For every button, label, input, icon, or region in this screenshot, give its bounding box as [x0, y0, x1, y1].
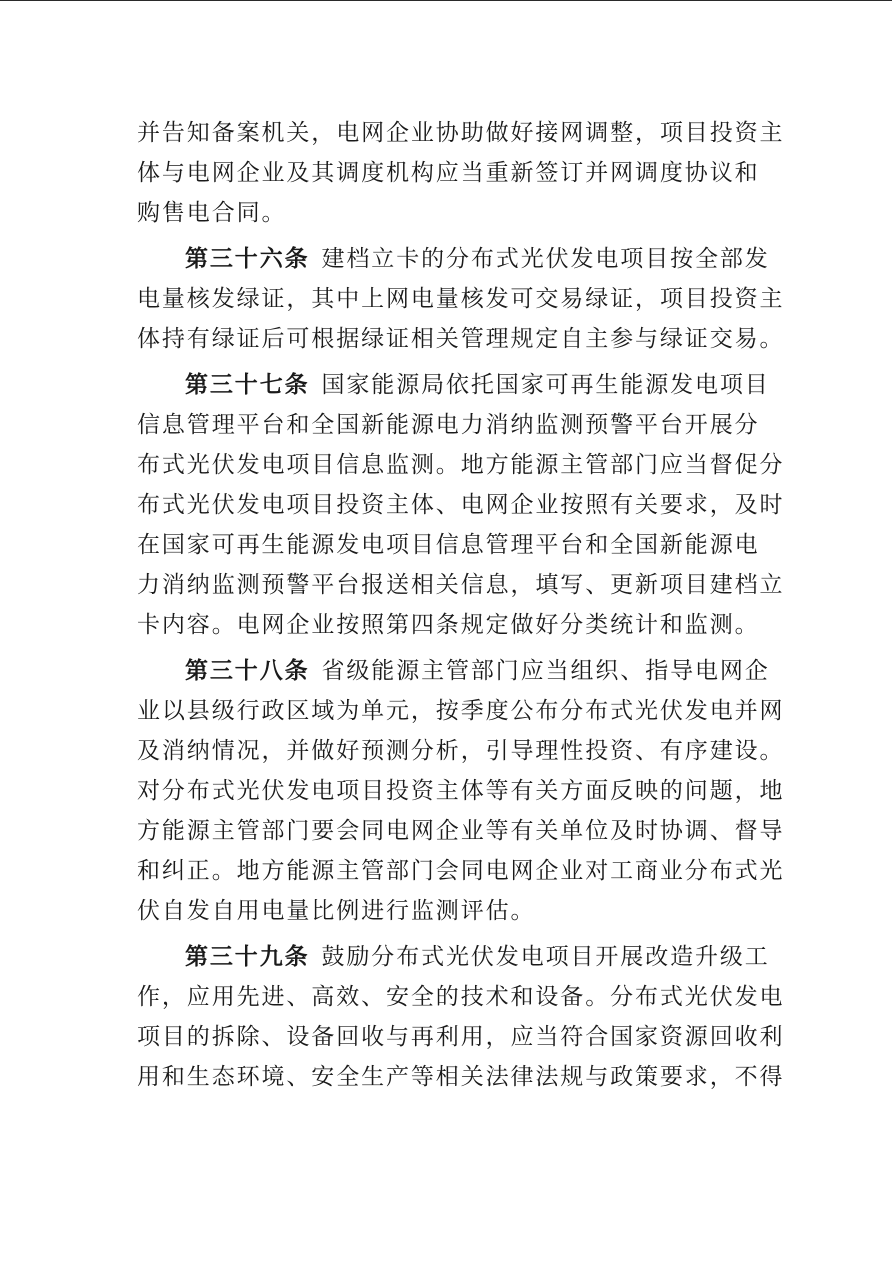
article-first-line	[137, 937, 770, 977]
text-line: 和纠正。地方能源主管部门会同电网企业对工商业分布式光	[137, 858, 785, 884]
text-line: 电量核发绿证，其中上网电量核发可交易绿证，项目投资主	[137, 286, 785, 312]
text-run: 鼓励分布式光伏发电项目开展改造升级工	[321, 944, 770, 970]
text-run: 省级能源主管部门应当组织、指导电网企	[321, 658, 770, 684]
paragraph-continuation	[137, 113, 785, 233]
text-line: 体持有绿证后可根据绿证相关管理规定自主参与绿证交易。	[137, 326, 785, 352]
text-line: 作，应用先进、高效、安全的技术和设备。分布式光伏发电	[137, 984, 785, 1010]
text-line: 体与电网企业及其调度机构应当重新签订并网调度协议和	[137, 160, 760, 186]
text-line: 布式光伏发电项目信息监测。地方能源主管部门应当督促分	[137, 452, 785, 478]
text-line: 方能源主管部门要会同电网企业等有关单位及时协调、督导	[137, 818, 785, 844]
article-36	[137, 239, 785, 359]
text-line: 卡内容。电网企业按照第四条规定做好分类统计和监测。	[137, 612, 760, 638]
text-line: 购售电合同。	[137, 200, 287, 226]
text-line: 力消纳监测预警平台报送相关信息，填写、更新项目建档立	[137, 572, 785, 598]
article-number: 第三十八条	[185, 658, 310, 684]
document-body	[137, 113, 785, 1103]
article-39	[137, 937, 785, 1097]
text-line: 并告知备案机关，电网企业协助做好接网调整，项目投资主	[137, 120, 785, 146]
text-line: 及消纳情况，并做好预测分析，引导理性投资、有序建设。	[137, 738, 785, 764]
text-line: 信息管理平台和全国新能源电力消纳监测预警平台开展分	[137, 412, 760, 438]
article-37	[137, 365, 785, 645]
text-line: 业以县级行政区域为单元，按季度公布分布式光伏发电并网	[137, 698, 785, 724]
text-line: 对分布式光伏发电项目投资主体等有关方面反映的问题，地	[137, 778, 785, 804]
text-line: 项目的拆除、设备回收与再利用，应当符合国家资源回收利	[137, 1024, 785, 1050]
article-first-line	[137, 239, 770, 279]
article-38	[137, 651, 785, 931]
text-line: 布式光伏发电项目投资主体、电网企业按照有关要求，及时	[137, 492, 785, 518]
article-number: 第三十六条	[185, 246, 310, 272]
article-first-line	[137, 651, 770, 691]
article-number: 第三十七条	[185, 372, 310, 398]
text-run: 国家能源局依托国家可再生能源发电项目	[321, 372, 770, 398]
text-line: 在国家可再生能源发电项目信息管理平台和全国新能源电	[137, 532, 760, 558]
text-run: 建档立卡的分布式光伏发电项目按全部发	[321, 246, 770, 272]
article-first-line	[137, 365, 770, 405]
article-number: 第三十九条	[185, 944, 310, 970]
text-line: 伏自发自用电量比例进行监测评估。	[137, 898, 536, 924]
text-line: 用和生态环境、安全生产等相关法律法规与政策要求，不得	[137, 1064, 785, 1090]
